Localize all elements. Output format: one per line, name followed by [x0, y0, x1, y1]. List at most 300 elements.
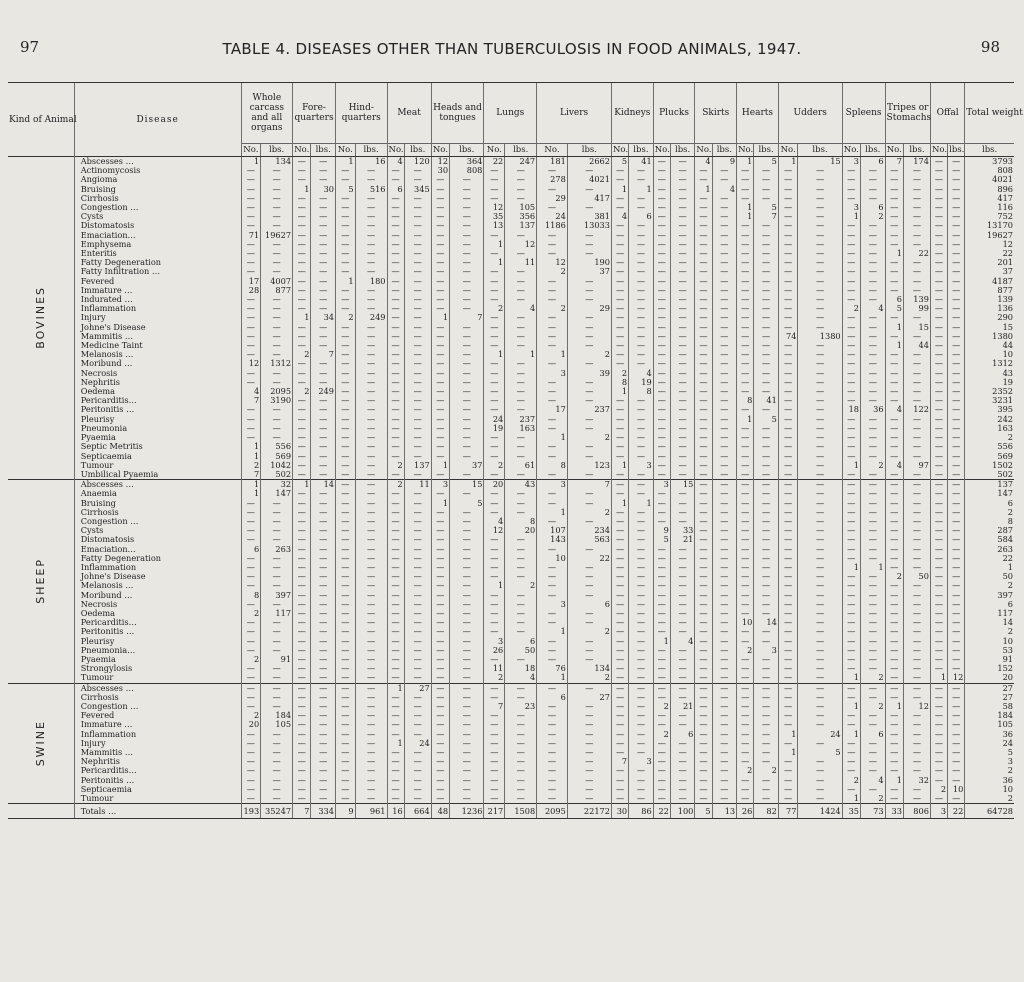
- table-cell: —: [695, 415, 712, 424]
- table-cell: —: [387, 369, 404, 378]
- table-cell: —: [505, 442, 537, 451]
- table-cell: 147: [261, 489, 293, 498]
- table-cell: —: [293, 609, 311, 618]
- table-cell: —: [842, 627, 860, 636]
- table-cell: —: [695, 194, 712, 203]
- table-cell: —: [629, 664, 654, 673]
- table-cell: 1: [537, 433, 568, 442]
- table-cell: —: [737, 609, 754, 618]
- table-cell: 2: [241, 609, 261, 618]
- table-cell: —: [861, 194, 886, 203]
- table-cell: —: [885, 720, 903, 729]
- table-cell: —: [450, 563, 484, 572]
- table-cell: —: [450, 618, 484, 627]
- table-cell: —: [537, 711, 568, 720]
- table-cell: —: [404, 720, 431, 729]
- table-cell: —: [778, 664, 798, 673]
- table-cell: —: [712, 545, 737, 554]
- table-cell: —: [311, 766, 336, 775]
- totals-cell: 22: [653, 804, 670, 819]
- table-cell: 1: [778, 157, 798, 167]
- table-cell: —: [387, 231, 404, 240]
- table-cell: —: [798, 563, 842, 572]
- table-cell: —: [798, 572, 842, 581]
- table-cell: —: [712, 424, 737, 433]
- table-cell: —: [737, 794, 754, 804]
- table-cell: —: [861, 785, 886, 794]
- totals-cell: 3: [930, 804, 947, 819]
- table-cell: 1: [241, 452, 261, 461]
- total-weight-cell: 2: [965, 794, 1014, 804]
- table-cell: —: [712, 166, 737, 175]
- table-cell: —: [387, 387, 404, 396]
- table-cell: 1: [431, 499, 449, 508]
- table-cell: —: [754, 258, 779, 267]
- table-cell: —: [778, 600, 798, 609]
- table-cell: —: [948, 424, 965, 433]
- table-cell: —: [387, 424, 404, 433]
- table-cell: 5: [653, 535, 670, 544]
- table-cell: —: [629, 249, 654, 258]
- table-cell: —: [311, 277, 336, 286]
- table-cell: 9: [653, 526, 670, 535]
- table-cell: —: [629, 535, 654, 544]
- table-cell: —: [670, 655, 695, 664]
- table-cell: —: [387, 554, 404, 563]
- table-cell: 1: [537, 673, 568, 683]
- table-cell: —: [537, 748, 568, 757]
- table-cell: 2: [241, 461, 261, 470]
- table-cell: 2: [567, 673, 611, 683]
- table-cell: —: [861, 627, 886, 636]
- table-row: [8, 461, 1014, 470]
- table-cell: —: [567, 720, 611, 729]
- table-cell: —: [293, 720, 311, 729]
- table-cell: —: [885, 433, 903, 442]
- header-group: Meat: [387, 83, 431, 144]
- table-row: [8, 231, 1014, 240]
- table-cell: —: [737, 221, 754, 230]
- table-row: [8, 157, 1014, 167]
- table-row: [8, 757, 1014, 766]
- table-cell: —: [948, 646, 965, 655]
- table-cell: —: [355, 730, 387, 739]
- disease-name: Mammitis …: [74, 748, 241, 757]
- table-cell: —: [778, 508, 798, 517]
- table-cell: 22: [567, 554, 611, 563]
- table-cell: —: [355, 396, 387, 405]
- table-cell: —: [798, 185, 842, 194]
- table-cell: 2: [737, 646, 754, 655]
- table-cell: 8: [611, 378, 628, 387]
- table-cell: —: [431, 757, 449, 766]
- table-cell: —: [404, 545, 431, 554]
- table-cell: 1: [885, 249, 903, 258]
- table-cell: —: [695, 554, 712, 563]
- table-cell: —: [670, 405, 695, 414]
- table-cell: —: [261, 526, 293, 535]
- table-cell: —: [537, 757, 568, 766]
- total-weight-cell: 139: [965, 295, 1014, 304]
- table-cell: —: [653, 378, 670, 387]
- table-cell: —: [903, 711, 930, 720]
- table-cell: —: [653, 194, 670, 203]
- table-cell: 24: [798, 730, 842, 739]
- table-cell: —: [842, 757, 860, 766]
- table-cell: —: [712, 359, 737, 368]
- table-cell: —: [484, 295, 505, 304]
- table-cell: —: [754, 499, 779, 508]
- table-cell: —: [335, 480, 355, 490]
- total-weight-cell: 395: [965, 405, 1014, 414]
- table-cell: —: [695, 609, 712, 618]
- table-cell: —: [712, 489, 737, 498]
- table-cell: —: [778, 757, 798, 766]
- table-cell: —: [930, 203, 947, 212]
- table-cell: —: [505, 452, 537, 461]
- table-cell: —: [754, 359, 779, 368]
- table-cell: —: [537, 609, 568, 618]
- table-cell: —: [653, 489, 670, 498]
- table-cell: 24: [484, 415, 505, 424]
- table-cell: —: [611, 655, 628, 664]
- table-cell: —: [450, 258, 484, 267]
- table-cell: 2: [861, 794, 886, 804]
- table-cell: —: [778, 323, 798, 332]
- header-group: Hind-quarters: [335, 83, 387, 144]
- table-cell: —: [611, 396, 628, 405]
- table-cell: —: [404, 442, 431, 451]
- table-cell: —: [798, 535, 842, 544]
- table-cell: —: [537, 499, 568, 508]
- table-cell: —: [948, 730, 965, 739]
- table-cell: —: [629, 646, 654, 655]
- table-cell: —: [404, 627, 431, 636]
- disease-name: Tumour: [74, 673, 241, 683]
- table-cell: —: [798, 480, 842, 490]
- table-cell: —: [712, 240, 737, 249]
- table-cell: —: [567, 517, 611, 526]
- table-cell: —: [842, 231, 860, 240]
- table-cell: —: [241, 785, 261, 794]
- table-cell: —: [335, 711, 355, 720]
- table-cell: 184: [261, 711, 293, 720]
- table-cell: —: [712, 535, 737, 544]
- table-cell: —: [450, 508, 484, 517]
- table-cell: —: [484, 387, 505, 396]
- table-cell: —: [861, 231, 886, 240]
- table-cell: —: [712, 461, 737, 470]
- table-cell: —: [842, 545, 860, 554]
- table-cell: —: [261, 637, 293, 646]
- table-cell: —: [861, 748, 886, 757]
- table-cell: —: [948, 748, 965, 757]
- table-cell: —: [885, 489, 903, 498]
- disease-name: Bruising: [74, 499, 241, 508]
- table-cell: —: [629, 166, 654, 175]
- table-cell: —: [778, 442, 798, 451]
- table-cell: —: [798, 470, 842, 480]
- table-cell: —: [948, 304, 965, 313]
- table-cell: —: [484, 655, 505, 664]
- table-cell: —: [484, 499, 505, 508]
- table-cell: —: [930, 359, 947, 368]
- table-cell: —: [712, 313, 737, 322]
- table-cell: 3: [629, 461, 654, 470]
- table-cell: —: [903, 185, 930, 194]
- table-cell: —: [930, 461, 947, 470]
- table-cell: —: [670, 508, 695, 517]
- table-cell: —: [311, 405, 336, 414]
- table-cell: —: [450, 702, 484, 711]
- table-cell: 2: [930, 785, 947, 794]
- table-cell: —: [505, 166, 537, 175]
- table-cell: —: [611, 526, 628, 535]
- header-total-weight: Total weight: [965, 83, 1014, 144]
- table-cell: —: [754, 231, 779, 240]
- table-cell: —: [712, 341, 737, 350]
- table-cell: 2: [484, 673, 505, 683]
- table-cell: —: [778, 286, 798, 295]
- table-cell: —: [930, 591, 947, 600]
- table-cell: —: [861, 499, 886, 508]
- table-cell: —: [778, 313, 798, 322]
- table-cell: 4: [885, 405, 903, 414]
- table-cell: —: [670, 267, 695, 276]
- table-cell: —: [387, 545, 404, 554]
- table-cell: —: [335, 739, 355, 748]
- table-cell: —: [778, 535, 798, 544]
- table-cell: —: [537, 776, 568, 785]
- table-cell: —: [611, 203, 628, 212]
- table-cell: —: [861, 387, 886, 396]
- table-cell: —: [567, 286, 611, 295]
- total-weight-cell: 242: [965, 415, 1014, 424]
- table-row: [8, 572, 1014, 581]
- table-cell: —: [537, 295, 568, 304]
- table-cell: —: [903, 785, 930, 794]
- table-cell: —: [311, 433, 336, 442]
- table-cell: —: [737, 627, 754, 636]
- table-cell: —: [404, 286, 431, 295]
- table-cell: —: [611, 766, 628, 775]
- table-cell: —: [842, 711, 860, 720]
- table-cell: —: [335, 286, 355, 295]
- table-cell: —: [778, 185, 798, 194]
- table-cell: —: [842, 508, 860, 517]
- subheader-no: No.: [696, 145, 712, 155]
- table-cell: —: [712, 563, 737, 572]
- table-cell: —: [712, 295, 737, 304]
- table-row: [8, 499, 1014, 508]
- table-cell: —: [311, 499, 336, 508]
- table-cell: —: [537, 359, 568, 368]
- table-cell: 1: [842, 212, 860, 221]
- table-cell: 1: [293, 313, 311, 322]
- table-cell: —: [311, 424, 336, 433]
- table-cell: —: [842, 258, 860, 267]
- table-cell: —: [861, 350, 886, 359]
- table-cell: —: [404, 489, 431, 498]
- table-cell: —: [842, 185, 860, 194]
- table-cell: —: [387, 378, 404, 387]
- total-weight-cell: 37: [965, 267, 1014, 276]
- table-cell: —: [754, 591, 779, 600]
- table-row: [8, 711, 1014, 720]
- table-cell: —: [842, 424, 860, 433]
- table-cell: —: [335, 424, 355, 433]
- table-cell: —: [754, 748, 779, 757]
- table-cell: —: [737, 664, 754, 673]
- table-cell: —: [567, 313, 611, 322]
- table-cell: 6: [861, 730, 886, 739]
- table-cell: —: [842, 350, 860, 359]
- table-cell: —: [537, 637, 568, 646]
- table-cell: 1: [537, 508, 568, 517]
- total-weight-cell: 58: [965, 702, 1014, 711]
- subheader-lbs: lbs.: [311, 144, 336, 157]
- table-cell: —: [885, 480, 903, 490]
- disease-name: Injury: [74, 739, 241, 748]
- table-cell: —: [948, 194, 965, 203]
- table-cell: —: [404, 323, 431, 332]
- table-cell: —: [431, 646, 449, 655]
- table-cell: —: [355, 489, 387, 498]
- table-cell: —: [798, 341, 842, 350]
- table-cell: —: [431, 258, 449, 267]
- disease-name: Immature …: [74, 286, 241, 295]
- table-row: [8, 350, 1014, 359]
- table-cell: —: [387, 332, 404, 341]
- table-cell: —: [505, 286, 537, 295]
- table-cell: —: [311, 554, 336, 563]
- table-cell: —: [903, 203, 930, 212]
- table-cell: —: [712, 203, 737, 212]
- table-cell: —: [670, 387, 695, 396]
- table-cell: —: [737, 600, 754, 609]
- total-weight-cell: 105: [965, 720, 1014, 729]
- table-cell: —: [737, 535, 754, 544]
- disease-name: Distomatosis: [74, 221, 241, 230]
- table-cell: —: [778, 258, 798, 267]
- table-cell: 2: [885, 572, 903, 581]
- table-cell: —: [737, 166, 754, 175]
- table-cell: —: [778, 739, 798, 748]
- table-cell: —: [505, 554, 537, 563]
- table-cell: —: [798, 545, 842, 554]
- table-cell: 5: [754, 203, 779, 212]
- table-cell: —: [798, 369, 842, 378]
- disease-name: Tumour: [74, 461, 241, 470]
- table-cell: —: [695, 499, 712, 508]
- table-cell: —: [355, 517, 387, 526]
- disease-name: Abscesses …: [74, 157, 241, 167]
- table-cell: —: [241, 702, 261, 711]
- table-cell: —: [335, 203, 355, 212]
- table-cell: —: [778, 341, 798, 350]
- table-cell: —: [431, 396, 449, 405]
- table-cell: —: [695, 664, 712, 673]
- table-cell: —: [712, 378, 737, 387]
- table-cell: —: [505, 489, 537, 498]
- table-cell: —: [629, 730, 654, 739]
- table-cell: 4: [241, 387, 261, 396]
- totals-cell: 13: [712, 804, 737, 819]
- table-row: [8, 554, 1014, 563]
- table-cell: —: [387, 655, 404, 664]
- table-cell: —: [629, 581, 654, 590]
- table-cell: —: [484, 748, 505, 757]
- table-cell: —: [798, 508, 842, 517]
- table-cell: —: [450, 267, 484, 276]
- table-cell: —: [798, 600, 842, 609]
- table-cell: —: [431, 405, 449, 414]
- table-cell: —: [629, 554, 654, 563]
- table-cell: —: [431, 702, 449, 711]
- subheader-lbs: lbs.: [861, 144, 886, 157]
- table-cell: 8: [505, 517, 537, 526]
- table-cell: —: [567, 711, 611, 720]
- table-cell: —: [505, 323, 537, 332]
- table-cell: —: [948, 563, 965, 572]
- table-cell: 8: [241, 591, 261, 600]
- table-cell: —: [653, 175, 670, 184]
- table-cell: —: [335, 249, 355, 258]
- table-cell: —: [387, 452, 404, 461]
- table-cell: —: [798, 785, 842, 794]
- table-cell: —: [335, 350, 355, 359]
- table-cell: —: [737, 739, 754, 748]
- table-cell: 7: [241, 396, 261, 405]
- table-cell: —: [450, 240, 484, 249]
- table-cell: —: [885, 693, 903, 702]
- table-cell: —: [754, 442, 779, 451]
- total-weight-cell: 19627: [965, 231, 1014, 240]
- table-cell: —: [355, 240, 387, 249]
- table-cell: —: [311, 323, 336, 332]
- total-weight-cell: 4021: [965, 175, 1014, 184]
- table-row: [8, 673, 1014, 683]
- header-kind: Kind of Animal: [8, 83, 74, 157]
- total-weight-cell: 752: [965, 212, 1014, 221]
- table-cell: —: [903, 720, 930, 729]
- table-cell: —: [885, 286, 903, 295]
- table-cell: 61: [505, 461, 537, 470]
- table-cell: —: [712, 470, 737, 480]
- table-cell: —: [798, 240, 842, 249]
- table-cell: —: [842, 433, 860, 442]
- disease-name: Enteritis: [74, 249, 241, 258]
- table-cell: —: [241, 637, 261, 646]
- table-cell: —: [431, 323, 449, 332]
- disease-name: Strongylosis: [74, 664, 241, 673]
- table-cell: —: [241, 757, 261, 766]
- table-cell: —: [611, 433, 628, 442]
- table-cell: —: [335, 720, 355, 729]
- table-cell: 4: [484, 517, 505, 526]
- table-cell: —: [261, 424, 293, 433]
- table-cell: —: [311, 600, 336, 609]
- table-cell: —: [241, 600, 261, 609]
- table-cell: —: [404, 693, 431, 702]
- table-cell: —: [930, 554, 947, 563]
- table-cell: —: [861, 480, 886, 490]
- table-cell: —: [629, 286, 654, 295]
- table-cell: —: [861, 424, 886, 433]
- table-cell: —: [695, 618, 712, 627]
- table-cell: —: [842, 221, 860, 230]
- table-row: [8, 776, 1014, 785]
